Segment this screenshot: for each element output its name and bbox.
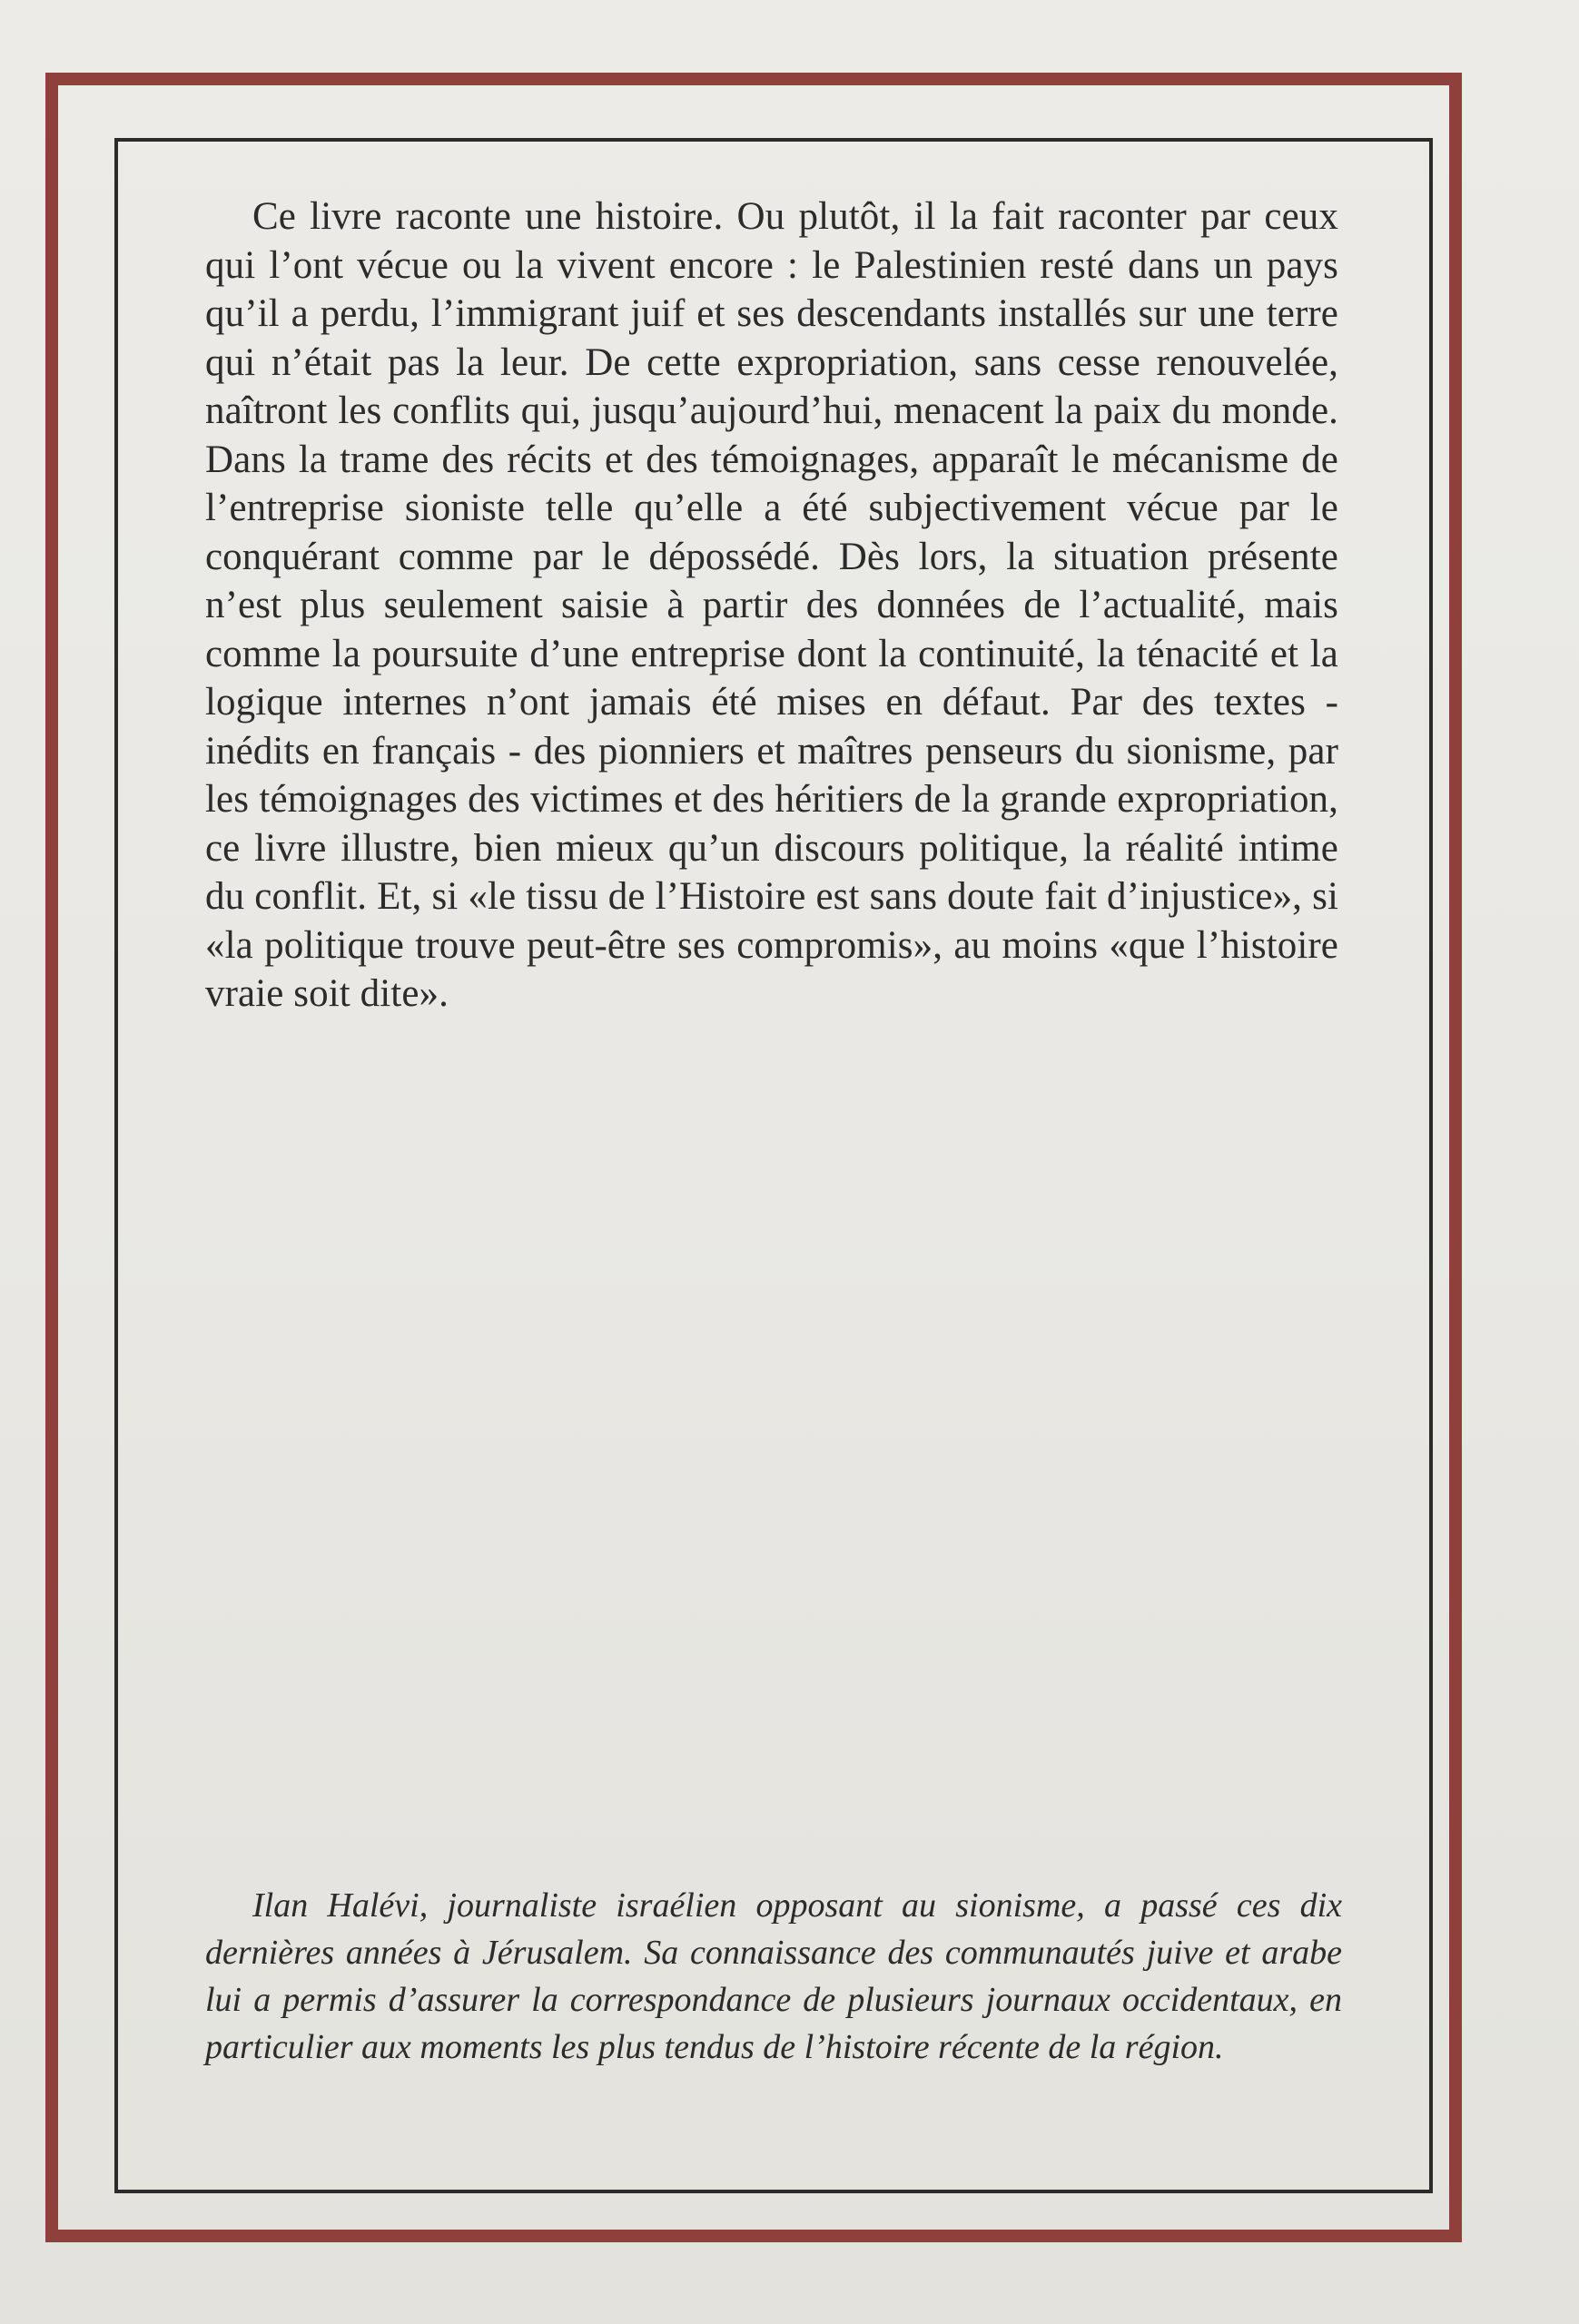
author-bio-paragraph: Ilan Halévi, journaliste israélien opposant au sionisme, a passé ces dix dernières années à Jérusalem. Sa connaissance des communautés juive et arabe lui a permis d’assurer la correspondance de plusieurs journaux occidentaux, en particulier aux moments les plus tendus de l’histoire récente de la région. bbox=[205, 1886, 1342, 2066]
blurb-paragraph: Ce livre raconte une histoire. Ou plutôt, il la fait raconter par ceux qui l’ont vécue ou la vivent encore : le Palestinien resté dans un pays qu’il a perdu, l’immigrant juif et ses descendants installés sur une terre qui n’était pas la leur. De cette expropriation, sans cesse renouvelée, naîtront les conflits qui, jusqu’aujourd’hui, menacent la paix du monde. Dans la trame des récits et des témoignages, apparaît le mécanisme de l’entreprise sioniste telle qu’elle a été subjectivement vécue par le conquérant comme par le dépossédé. Dès lors, la situation présente n’est plus seulement saisie à partir des données de l’actualité, mais comme la poursuite d’une entreprise dont la continuité, la ténacité et la logique internes n’ont jamais été mises en défaut. Par des textes - inédits en français - des pionniers et maîtres penseurs du sionisme, par les témoignages des victimes et des héritiers de la grande expropriation, ce livre illustre, bien mieux qu’un discours politique, la réalité intime du conflit. Et, si «le tissu de l’Histoire est sans doute fait d’injustice», si «la politique trouve peut-être ses compromis», au moins «que l’histoire vraie soit dite». bbox=[205, 195, 1338, 1015]
